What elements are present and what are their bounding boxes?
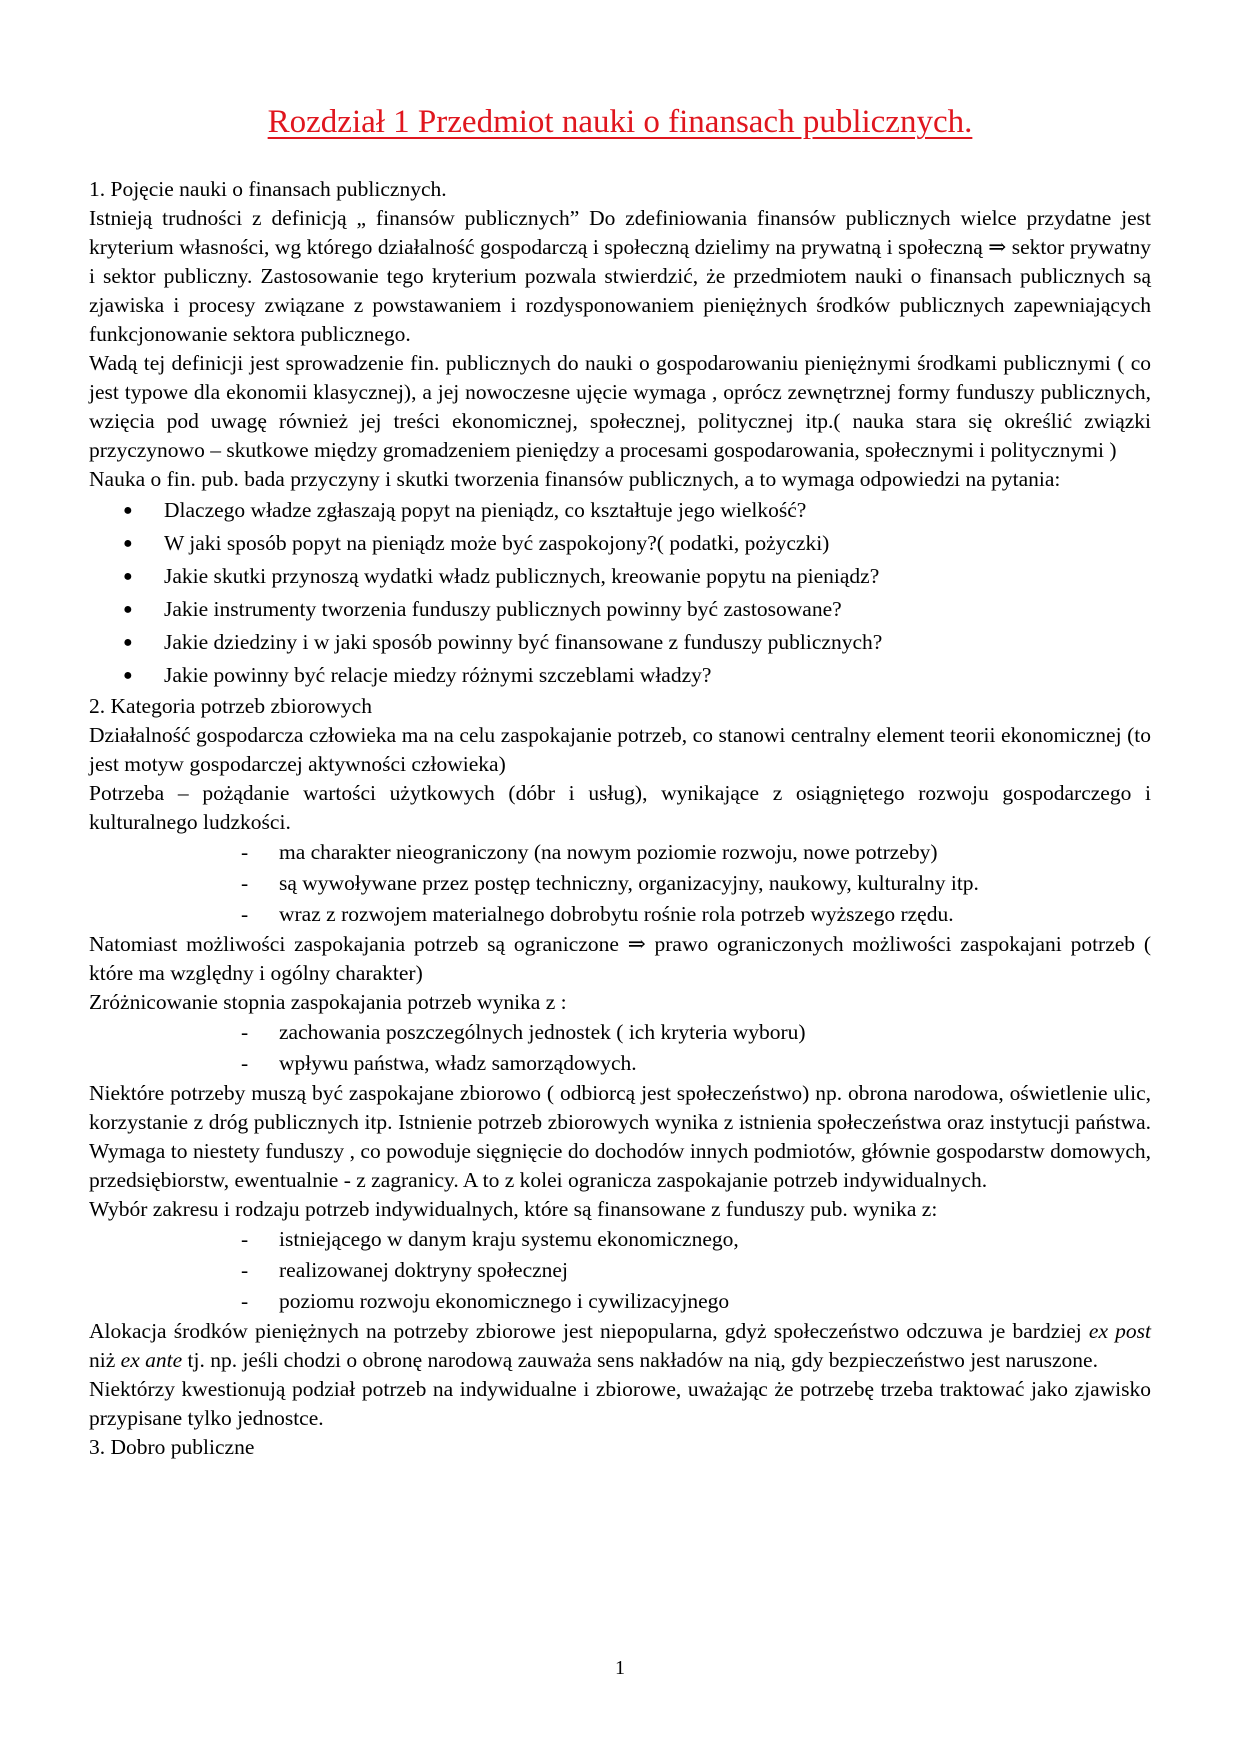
bullet-item: ● Jakie dziedziny i w jaki sposób powinny być finansowane z funduszy publicznych?	[89, 626, 1151, 659]
text-span: Alokacja środków pieniężnych na potrzeby zbiorowe jest niepopularna, gdyż społeczeństwo odczuwa je bardziej	[89, 1319, 1089, 1343]
dash-item: - zachowania poszczególnych jednostek ( ich kryteria wyboru)	[89, 1017, 1151, 1048]
dash-item: - realizowanej doktryny społecznej	[89, 1255, 1151, 1286]
text-span: niż	[89, 1348, 121, 1372]
bullet-item: ● Jakie powinny być relacje miedzy różnymi szczeblami władzy?	[89, 659, 1151, 692]
section-2-paragraph-2: Potrzeba – pożądanie wartości użytkowych (dóbr i usług), wynikające z osiągniętego rozwoju gospodarczego i kulturalnego ludzkości.	[89, 781, 1151, 834]
section-2-paragraph-6: Wybór zakresu i rodzaju potrzeb indywidualnych, które są finansowane z funduszy pub. wynika z:	[89, 1197, 938, 1221]
dash-item: - ma charakter nieograniczony (na nowym poziomie rozwoju, nowe potrzeby)	[89, 837, 1151, 868]
section-1-paragraph-3: Nauka o fin. pub. bada przyczyny i skutki tworzenia finansów publicznych, a to wymaga odpowiedzi na pytania:	[89, 467, 1061, 491]
section-3-heading: 3. Dobro publiczne	[89, 1435, 255, 1459]
section-2-paragraph-8: Niektórzy kwestionują podział potrzeb na indywidualne i zbiorowe, uważając że potrzebę trzeba traktować jako zjawisko przypisane tylko jednostce.	[89, 1377, 1151, 1430]
questions-bullet-list	[89, 494, 1151, 692]
bullet-item: ● W jaki sposób popyt na pieniądz może być zaspokojony?( podatki, pożyczki)	[89, 527, 1151, 560]
dash-item: - wraz z rozwojem materialnego dobrobytu rośnie rola potrzeb wyższego rzędu.	[89, 899, 1151, 930]
document-body	[89, 175, 1151, 1462]
section-2-paragraph-3: Natomiast możliwości zaspokajania potrzeb są ograniczone ⇒ prawo ograniczonych możliwości zaspokajani potrzeb ( które ma względny i ogólny charakter)	[89, 932, 1151, 985]
section-2-paragraph-4: Zróżnicowanie stopnia zaspokajania potrzeb wynika z :	[89, 990, 567, 1014]
dash-item: - poziomu rozwoju ekonomicznego i cywilizacyjnego	[89, 1286, 1151, 1317]
dash-item: - są wywoływane przez postęp techniczny, organizacyjny, naukowy, kulturalny itp.	[89, 868, 1151, 899]
section-1-heading: 1. Pojęcie nauki o finansach publicznych.	[89, 177, 447, 201]
differentiation-dash-list	[89, 1017, 1151, 1079]
section-2-paragraph-7	[89, 1317, 1151, 1375]
italic-term: ex ante	[120, 1348, 183, 1372]
bullet-item: ● Jakie instrumenty tworzenia funduszy publicznych powinny być zastosowane?	[89, 593, 1151, 626]
italic-term: ex post	[1088, 1319, 1151, 1343]
section-1-paragraph-2: Wadą tej definicji jest sprowadzenie fin. publicznych do nauki o gospodarowaniu pieniężnymi środkami publicznymi ( co jest typowe dla ekonomii klasycznej), a jej nowoczesne ujęcie wymaga , oprócz zewnętrznej formy funduszy publicznych, wzięcia pod uwagę również jej treści ekonomicznej, społecznej, politycznej itp.( nauka stara się określić związki przyczynowo – skutkowe między gromadzeniem pieniędzy a procesami gospodarowania, społecznymi i politycznymi )	[89, 351, 1151, 462]
text-span: tj. np. jeśli chodzi o obronę narodową zauważa sens nakładów na nią, gdy bezpieczeństwo jest naruszone.	[182, 1348, 1098, 1372]
section-2-paragraph-5: Niektóre potrzeby muszą być zaspokajane zbiorowo ( odbiorcą jest społeczeństwo) np. obrona narodowa, oświetlenie ulic, korzystanie z dróg publicznych itp. Istnienie potrzeb zbiorowych wynika z istnienia społeczeństwa oraz instytucji państwa. Wymaga to niestety funduszy , co powoduje sięgnięcie do dochodów innych podmiotów, głównie gospodarstw domowych, przedsiębiorstw, ewentualnie - z zagranicy. A to z kolei ogranicza zaspokajanie potrzeb indywidualnych.	[89, 1081, 1151, 1192]
section-2-heading: 2. Kategoria potrzeb zbiorowych	[89, 694, 372, 718]
need-features-dash-list	[89, 837, 1151, 930]
dash-item: - wpływu państwa, władz samorządowych.	[89, 1048, 1151, 1079]
dash-item: - istniejącego w danym kraju systemu ekonomicznego,	[89, 1224, 1151, 1255]
section-1-paragraph-1: Istnieją trudności z definicją „ finansów publicznych” Do zdefiniowania finansów publicznych wielce przydatne jest kryterium własności, wg którego działalność gospodarczą i społeczną dzielimy na prywatną i społeczną ⇒ sektor prywatny i sektor publiczny. Zastosowanie tego kryterium pozwala stwierdzić, że przedmiotem nauki o finansach publicznych są zjawiska i procesy związane z powstawaniem i rozdysponowaniem pieniężnych środków publicznych zapewniających funkcjonowanie sektora publicznego.	[89, 206, 1151, 346]
page-number: 1	[615, 1657, 625, 1679]
bullet-item: ● Jakie skutki przynoszą wydatki władz publicznych, kreowanie popytu na pieniądz?	[89, 560, 1151, 593]
chapter-title: Rozdział 1 Przedmiot nauki o finansach publicznych.	[267, 104, 973, 140]
choice-factors-dash-list	[89, 1224, 1151, 1317]
bullet-item: ● Dlaczego władze zgłaszają popyt na pieniądz, co kształtuje jego wielkość?	[89, 494, 1151, 527]
section-2-paragraph-1: Działalność gospodarcza człowieka ma na celu zaspokajanie potrzeb, co stanowi centralny element teorii ekonomicznej (to jest motyw gospodarczej aktywności człowieka)	[89, 723, 1151, 776]
